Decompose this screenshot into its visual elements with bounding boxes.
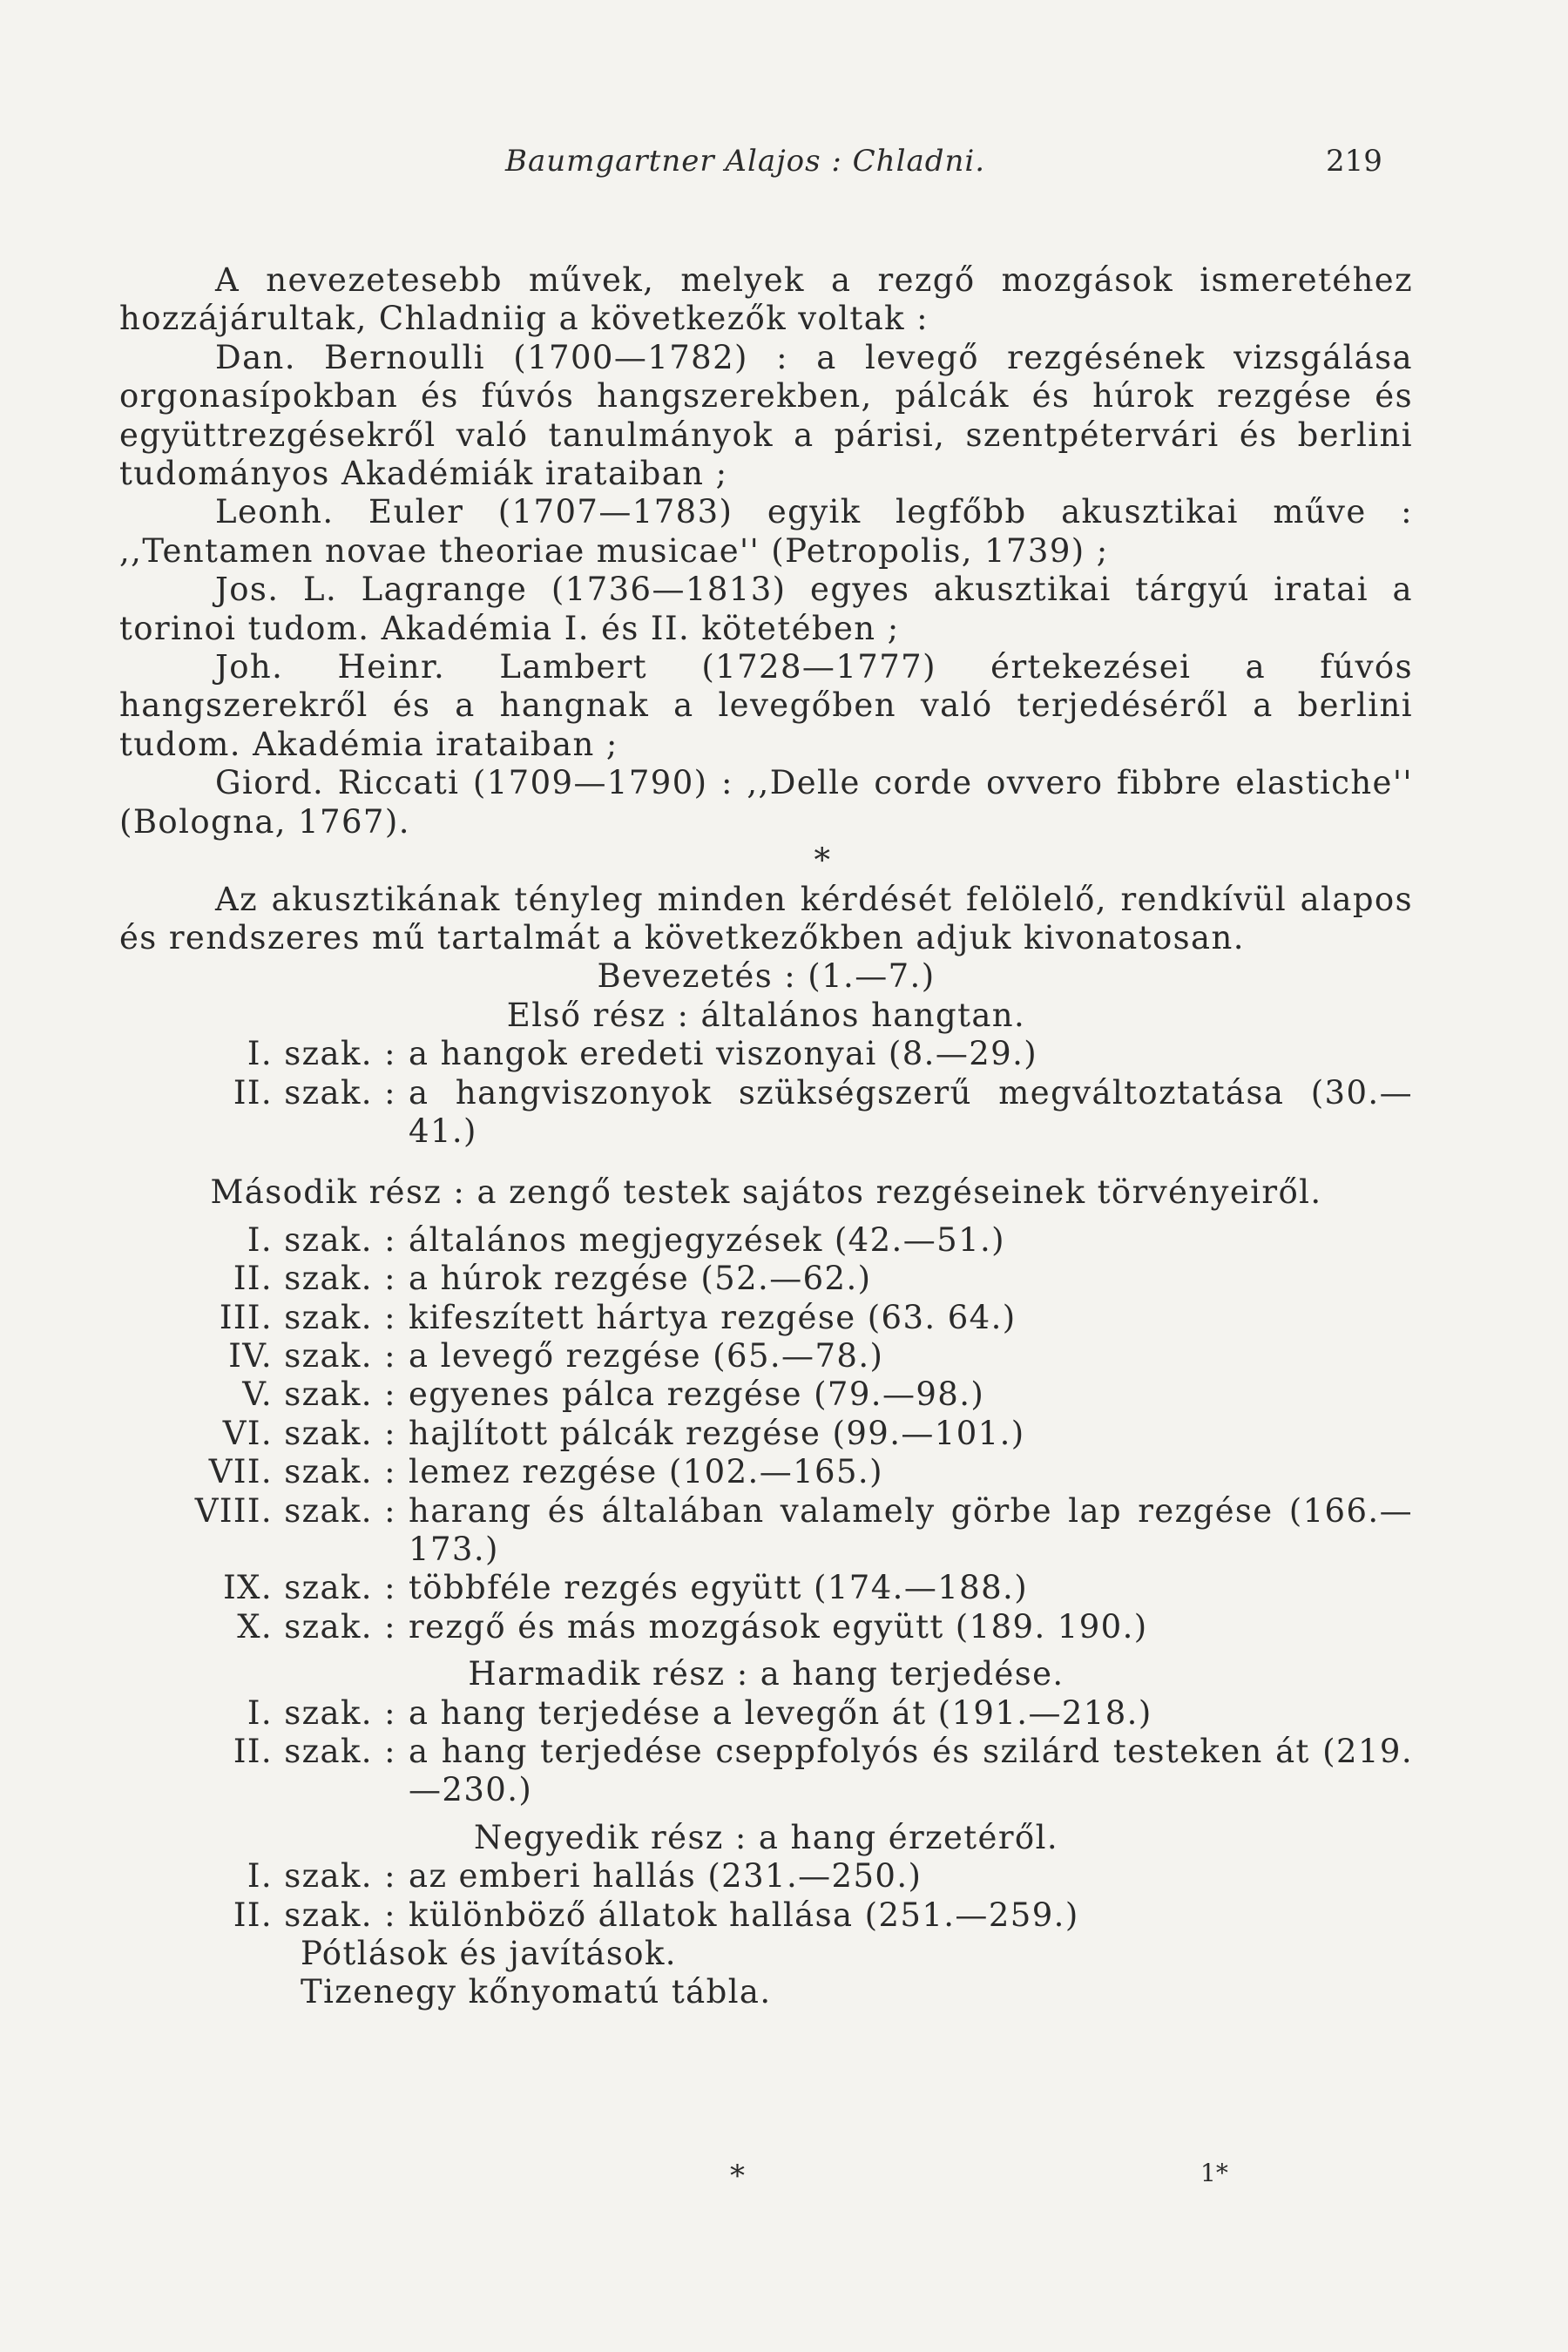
chapter-title: a húrok rezgése (52.—62.)	[409, 1260, 872, 1298]
chapter-number: X. szak. :	[237, 1607, 396, 1646]
chapter-title: általános megjegyzések (42.—51.)	[409, 1220, 1006, 1259]
chapter-number: IV. szak. :	[228, 1336, 396, 1375]
chapter-row	[119, 1035, 1413, 1073]
chapter-title: különböző állatok hallása (251.—259.)	[409, 1896, 1079, 1934]
introduction-heading: Bevezetés : (1.—7.)	[597, 957, 936, 996]
chapter-number: IX. szak. :	[223, 1569, 396, 1607]
chapter-row	[119, 1337, 1413, 1375]
addenda-line: Pótlások és javítások.	[301, 1935, 677, 1973]
work-entry: Jos. L. Lagrange (1736—1813) egyes akusztikai tárgyú iratai a torinoi tudom. Akadémia I. és II. kötetében ;	[119, 571, 1413, 647]
chapter-row	[119, 1492, 1413, 1570]
chapter-title: egyenes pálca rezgése (79.—98.)	[409, 1375, 985, 1414]
chapter-title: a hang terjedése a levegőn át (191.—218.)	[409, 1693, 1152, 1732]
work-entry: Giord. Riccati (1709—1790) : ,,Delle corde ovvero fibbre elastiche'' (Bologna, 1767).	[119, 764, 1413, 841]
chapter-title: a hang terjedése cseppfolyós és szilárd testeken át (219.—230.)	[409, 1733, 1413, 1809]
part-heading: Harmadik rész : a hang terjedése.	[468, 1655, 1064, 1693]
chapter-title: rezgő és más mozgások együtt (189. 190.)	[409, 1607, 1148, 1646]
chapter-title: a levegő rezgése (65.—78.)	[409, 1336, 884, 1375]
chapter-title: kifeszített hártya rezgése (63. 64.)	[409, 1298, 1017, 1336]
chapter-title: hajlított pálcák rezgése (99.—101.)	[409, 1414, 1025, 1452]
chapter-number: I. szak. :	[247, 1220, 396, 1259]
chapter-row	[119, 1260, 1413, 1298]
chapter-row	[119, 1453, 1413, 1491]
chapter-number: II. szak. :	[233, 1260, 396, 1298]
chapter-title: harang és általában valamely görbe lap rezgése (166.—173.)	[409, 1491, 1413, 1568]
running-title: Baumgartner Alajos : Chladni.	[505, 144, 986, 179]
chapter-title: lemez rezgése (102.—165.)	[409, 1453, 883, 1491]
chapter-row	[119, 1221, 1413, 1260]
chapter-number: VII. szak. :	[208, 1453, 396, 1491]
part-heading: Első rész : általános hangtan.	[506, 996, 1026, 1034]
work-entry: Joh. Heinr. Lambert (1728—1777) értekezései a fúvós hangszerekről és a hangnak a levegőben való terjedéséről a berlini tudom. Akadémia irataiban ;	[119, 648, 1413, 763]
summary-paragraph: Az akusztikának tényleg minden kérdését felölelő, rendkívül alapos és rendszeres mű tartalmát a következőkben adjuk kivonatosan.	[119, 880, 1413, 956]
chapter-row	[119, 1896, 1413, 1935]
chapter-number: VIII. szak. :	[194, 1491, 396, 1530]
plates-line: Tizenegy kőnyomatú tábla.	[301, 1973, 772, 2011]
chapter-number: I. szak. :	[247, 1035, 396, 1073]
page-header	[0, 144, 1568, 187]
work-entry: Dan. Bernoulli (1700—1782) : a levegő rezgésének vizsgálása orgonasípokban és fúvós hangszerekben, pálcák és húrok rezgése és együttrezgésekről való tanulmányok a párisi, szentpétervári és berlini tudományos Akadémiák irataiban ;	[119, 338, 1413, 493]
chapter-row	[119, 1375, 1413, 1414]
section-separator: *	[814, 841, 832, 880]
chapter-number: VI. szak. :	[222, 1414, 396, 1452]
chapter-number: I. szak. :	[247, 1693, 396, 1732]
intro-paragraph: A nevezetesebb művek, melyek a rezgő mozgások ismeretéhez hozzájárultak, Chladniig a következők voltak :	[119, 261, 1413, 338]
chapter-title: az emberi hallás (231.—250.)	[409, 1857, 923, 1896]
chapter-number: II. szak. :	[233, 1073, 396, 1112]
chapter-number: V. szak. :	[242, 1375, 396, 1414]
works-list	[119, 339, 1413, 841]
chapter-row	[119, 1569, 1413, 1607]
signature-mark: 1*	[1200, 2159, 1228, 2187]
chapter-number: II. szak. :	[233, 1896, 396, 1934]
part-heading: Második rész : a zengő testek sajátos rezgéseinek törvényeiről.	[210, 1173, 1322, 1212]
chapter-row	[119, 1857, 1413, 1896]
page-number: 219	[1326, 144, 1382, 179]
chapter-row	[119, 1415, 1413, 1453]
chapter-number: I. szak. :	[247, 1857, 396, 1896]
chapter-row	[119, 1299, 1413, 1337]
chapter-row	[119, 1733, 1413, 1810]
chapter-row	[119, 1074, 1413, 1152]
work-entry: Leonh. Euler (1707—1783) egyik legfőbb akusztikai műve : ,,Tentamen novae theoriae musicae'' (Petropolis, 1739) ;	[119, 493, 1413, 570]
chapter-row	[119, 1694, 1413, 1733]
chapter-number: II. szak. :	[233, 1733, 396, 1771]
footer-star: *	[730, 2159, 745, 2193]
chapter-title: a hangviszonyok szükségszerű megváltoztatása (30.—41.)	[409, 1073, 1413, 1150]
chapter-row	[119, 1608, 1413, 1646]
page-body	[119, 261, 1413, 2012]
part-heading: Negyedik rész : a hang érzetéről.	[474, 1818, 1058, 1856]
chapter-title: a hangok eredeti viszonyai (8.—29.)	[409, 1035, 1038, 1073]
page-footer	[0, 2159, 1568, 2193]
chapter-title: többféle rezgés együtt (174.—188.)	[409, 1569, 1029, 1607]
chapter-number: III. szak. :	[219, 1298, 396, 1336]
